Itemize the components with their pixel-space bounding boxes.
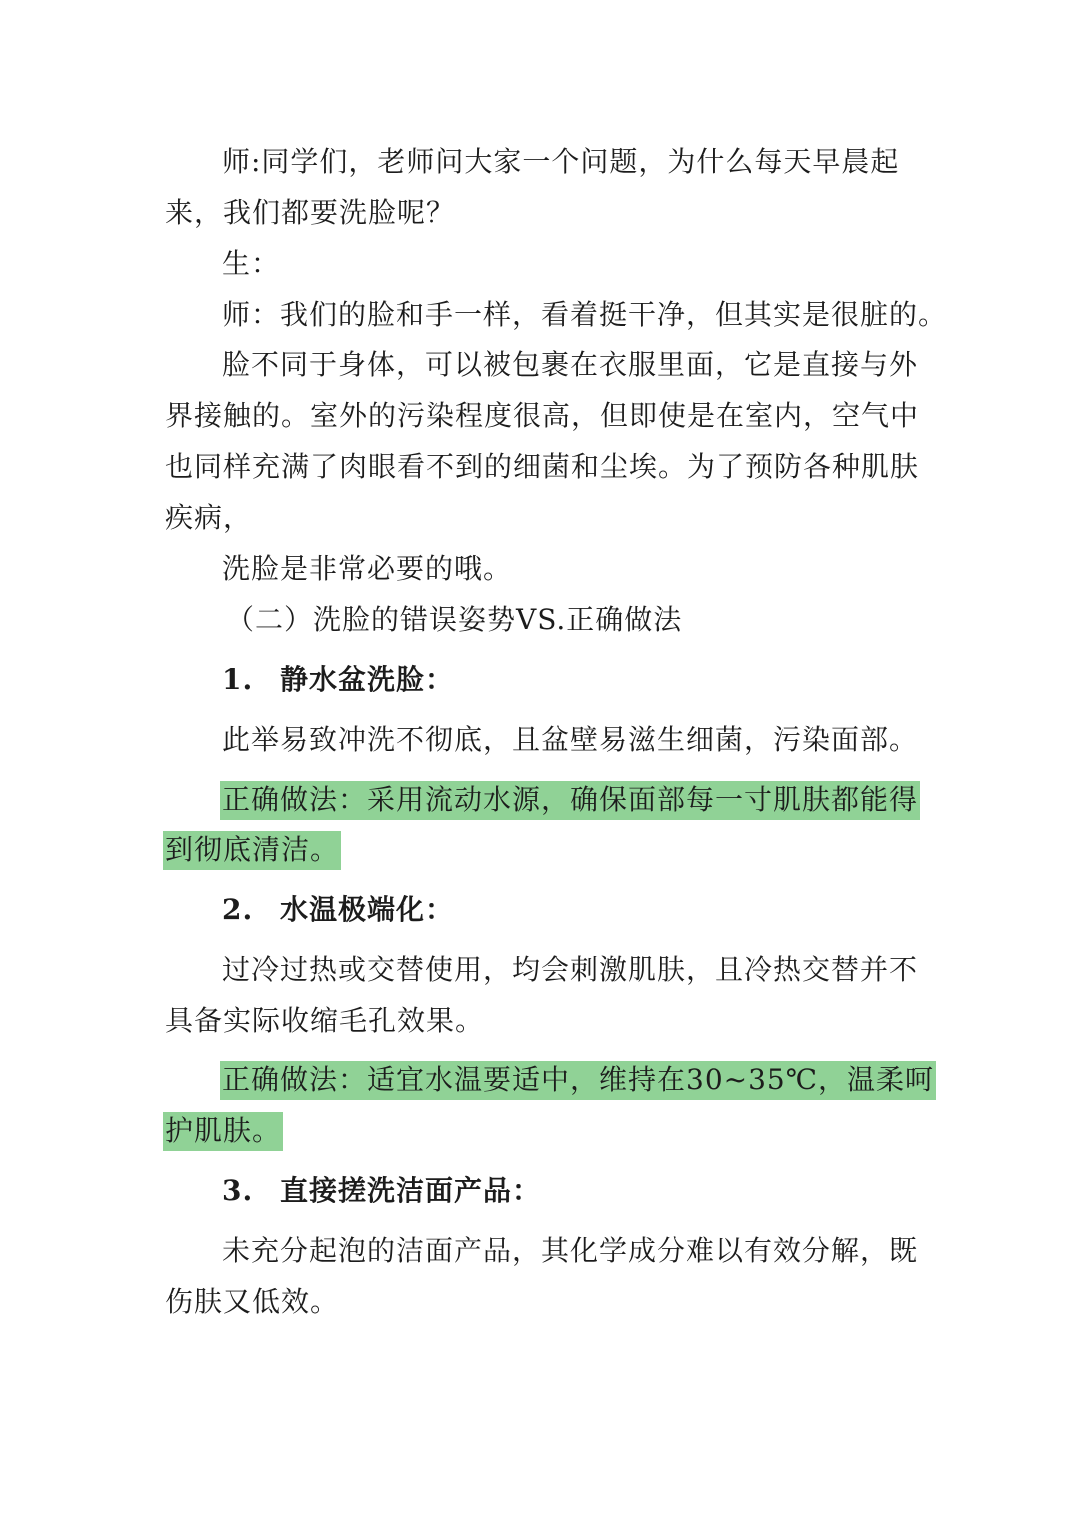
item-number: 3. — [222, 1174, 254, 1207]
correct-method-line — [222, 780, 920, 820]
correct-method-line — [165, 830, 341, 870]
item-description-line: 过冷过热或交替使用，均会刺激肌肤，且冷热交替并不 — [222, 953, 919, 986]
correct-method-line — [222, 1060, 936, 1100]
paragraph-line: 师:同学们，老师问大家一个问题，为什么每天早晨起 — [222, 145, 900, 178]
item-title: 静水盆洗脸： — [280, 663, 455, 696]
correct-method-highlight: 到彻底清洁。 — [163, 831, 341, 870]
correct-method-highlight: 正确做法：采用流动水源，确保面部每一寸肌肤都能得 — [220, 781, 920, 820]
item-description-line: 具备实际收缩毛孔效果。 — [165, 1004, 485, 1037]
section-heading: （二）洗脸的错误姿势VS.正确做法 — [226, 603, 683, 636]
paragraph-line: 洗脸是非常必要的哦。 — [222, 552, 513, 585]
item-description-line: 伤肤又低效。 — [165, 1285, 340, 1318]
item-description-line: 未充分起泡的洁面产品，其化学成分难以有效分解，既 — [222, 1234, 919, 1267]
item-title: 水温极端化： — [280, 893, 455, 926]
item-number: 2. — [222, 893, 254, 926]
paragraph-line: 界接触的。室外的污染程度很高，但即使是在室内，空气中 — [165, 399, 920, 432]
paragraph-line: 脸不同于身体，可以被包裹在衣服里面，它是直接与外 — [222, 348, 919, 381]
correct-method-highlight: 正确做法：适宜水温要适中，维持在30~35℃，温柔呵 — [220, 1061, 936, 1100]
item-title: 直接搓洗洁面产品： — [280, 1174, 542, 1207]
correct-method-highlight: 护肌肤。 — [163, 1112, 283, 1151]
correct-method-line — [165, 1111, 283, 1151]
item-description-line: 此举易致冲洗不彻底，且盆壁易滋生细菌，污染面部。 — [222, 723, 919, 756]
item-number: 1. — [222, 663, 254, 696]
paragraph-line: 来，我们都要洗脸呢？ — [165, 196, 456, 229]
paragraph-line: 生： — [222, 247, 281, 280]
paragraph-line: 疾病， — [165, 501, 253, 534]
paragraph-line: 师：我们的脸和手一样，看着挺干净，但其实是很脏的。 — [222, 298, 948, 331]
paragraph-line: 也同样充满了肉眼看不到的细菌和尘埃。为了预防各种肌肤 — [165, 450, 920, 483]
